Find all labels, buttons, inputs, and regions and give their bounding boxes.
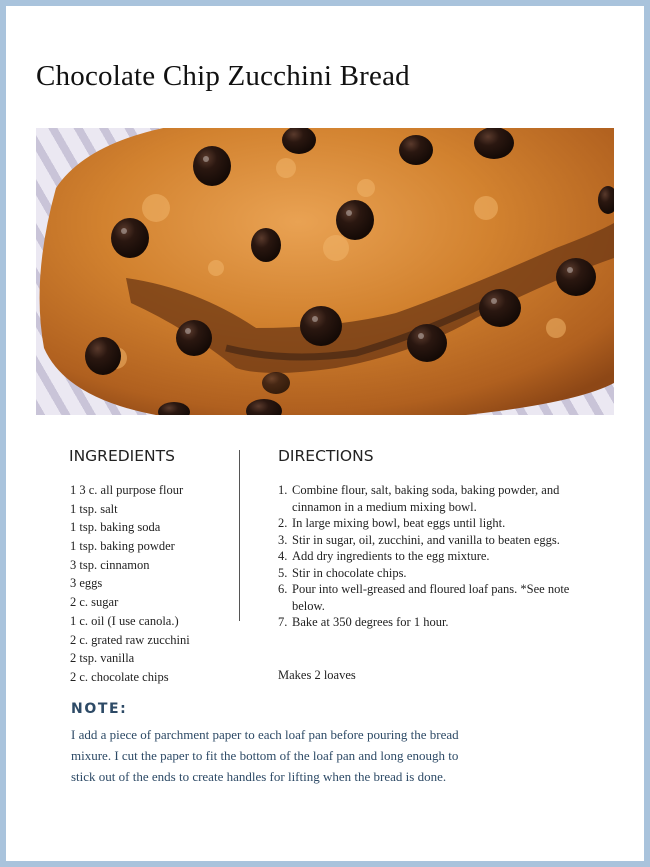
step-number: 5. — [278, 565, 288, 580]
direction-step — [278, 515, 578, 532]
direction-step — [278, 482, 578, 515]
step-number: 4. — [278, 549, 288, 563]
ingredient-item: 2 c. grated raw zucchini — [70, 632, 190, 647]
ingredient-item: 1 c. oil (I use canola.) — [70, 613, 179, 628]
step-number: 7. — [278, 615, 288, 629]
note-heading: NOTE: — [71, 701, 128, 717]
directions-list — [278, 482, 578, 631]
step-number: 3. — [278, 532, 288, 547]
direction-step — [278, 581, 578, 614]
ingredient-item: 1 tsp. baking powder — [70, 539, 175, 554]
note-text: I add a piece of parchment paper to each loaf pan before pouring the bread mixure. I cut the paper to fit the bottom of the loaf pan and long enough to stick out of the ends to create handles for lifting when the bread is done. — [71, 727, 459, 784]
ingredient-item: 2 c. chocolate chips — [70, 669, 169, 684]
ingredient-item: 2 tsp. vanilla — [70, 651, 135, 666]
step-number: 2. — [278, 516, 288, 530]
recipe-yield: Makes 2 loaves — [278, 668, 356, 682]
direction-step — [278, 532, 578, 549]
directions-heading: DIRECTIONS — [278, 447, 374, 465]
step-text: Combine flour, salt, baking soda, baking powder, and cinnamon in a medium mixing bowl. — [292, 483, 560, 514]
direction-step — [278, 614, 578, 631]
zucchini-bread-image — [36, 128, 614, 415]
bread-photo — [36, 128, 614, 415]
ingredient-item: 1 3 c. all purpose flour — [70, 483, 184, 497]
ingredient-item: 3 tsp. cinnamon — [70, 557, 150, 572]
direction-step — [278, 548, 578, 565]
step-number: 6. — [278, 582, 288, 596]
step-number: 1. — [278, 483, 288, 497]
ingredient-item: 1 tsp. baking soda — [70, 520, 161, 535]
direction-step — [278, 565, 578, 582]
step-text: Pour into well-greased and floured loaf pans. *See note below. — [292, 582, 570, 613]
step-text: In large mixing bowl, beat eggs until light. — [292, 516, 506, 530]
step-text: Add dry ingredients to the egg mixture. — [292, 549, 490, 563]
column-divider — [239, 450, 240, 621]
ingredients-heading: INGREDIENTS — [69, 447, 175, 465]
ingredients-list — [70, 481, 190, 687]
ingredient-item: 1 tsp. salt — [70, 501, 118, 516]
ingredient-item: 2 c. sugar — [70, 595, 119, 610]
recipe-card — [6, 6, 644, 861]
step-text: Stir in chocolate chips. — [292, 565, 407, 580]
step-text: Stir in sugar, oil, zucchini, and vanilla to beaten eggs. — [292, 532, 560, 547]
step-text: Bake at 350 degrees for 1 hour. — [292, 615, 449, 629]
ingredient-item: 3 eggs — [70, 576, 103, 591]
recipe-title: Chocolate Chip Zucchini Bread — [36, 60, 410, 92]
